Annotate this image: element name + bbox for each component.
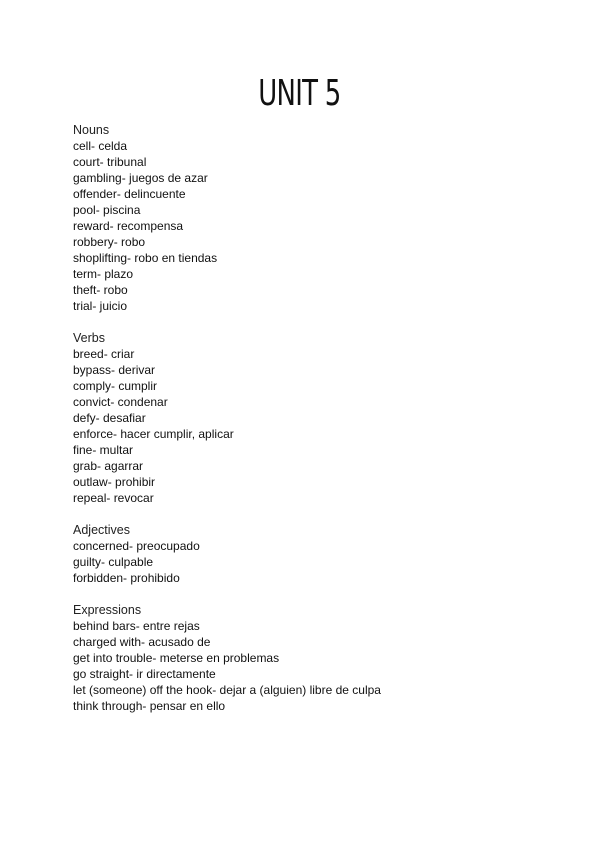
vocab-list	[73, 538, 573, 586]
vocab-item: court- tribunal	[73, 155, 147, 169]
vocab-item: bypass- derivar	[73, 363, 156, 377]
vocab-item: breed- criar	[73, 347, 135, 361]
vocab-item: outlaw- prohibir	[73, 475, 156, 489]
vocab-list	[73, 618, 573, 714]
section-verbs	[73, 330, 573, 506]
vocab-item: concerned- preocupado	[73, 539, 200, 553]
vocab-list	[73, 138, 573, 314]
section-heading: Adjectives	[73, 523, 130, 537]
vocab-item: pool- piscina	[73, 203, 141, 217]
vocab-item: think through- pensar en ello	[73, 699, 226, 713]
vocab-item: charged with- acusado de	[73, 635, 211, 649]
vocab-item: defy- desafiar	[73, 411, 146, 425]
section-heading: Nouns	[73, 123, 110, 137]
vocab-item: theft- robo	[73, 283, 128, 297]
section-adjectives	[73, 522, 573, 586]
vocab-item: go straight- ir directamente	[73, 667, 216, 681]
vocab-item: get into trouble- meterse en problemas	[73, 651, 280, 665]
page-title: UNIT 5	[258, 73, 341, 114]
vocab-item: enforce- hacer cumplir, aplicar	[73, 427, 234, 441]
vocabulary-content	[73, 122, 573, 730]
vocab-item: repeal- revocar	[73, 491, 154, 505]
vocab-item: let (someone) off the hook- dejar a (alguien) libre de culpa	[73, 683, 381, 697]
vocab-item: behind bars- entre rejas	[73, 619, 200, 633]
vocab-item: shoplifting- robo en tiendas	[73, 251, 218, 265]
section-heading: Verbs	[73, 331, 105, 345]
vocab-item: robbery- robo	[73, 235, 146, 249]
vocab-item: convict- condenar	[73, 395, 168, 409]
section-nouns	[73, 122, 573, 314]
vocab-item: reward- recompensa	[73, 219, 184, 233]
vocab-item: fine- multar	[73, 443, 134, 457]
vocab-item: trial- juicio	[73, 299, 128, 313]
vocab-item: comply- cumplir	[73, 379, 158, 393]
section-expressions	[73, 602, 573, 714]
section-heading: Expressions	[73, 603, 142, 617]
vocab-item: guilty- culpable	[73, 555, 154, 569]
vocab-item: forbidden- prohibido	[73, 571, 180, 585]
vocab-item: offender- delincuente	[73, 187, 186, 201]
vocab-item: term- plazo	[73, 267, 134, 281]
vocab-item: grab- agarrar	[73, 459, 144, 473]
vocab-item: gambling- juegos de azar	[73, 171, 208, 185]
vocab-item: cell- celda	[73, 139, 128, 153]
vocab-list	[73, 346, 573, 506]
